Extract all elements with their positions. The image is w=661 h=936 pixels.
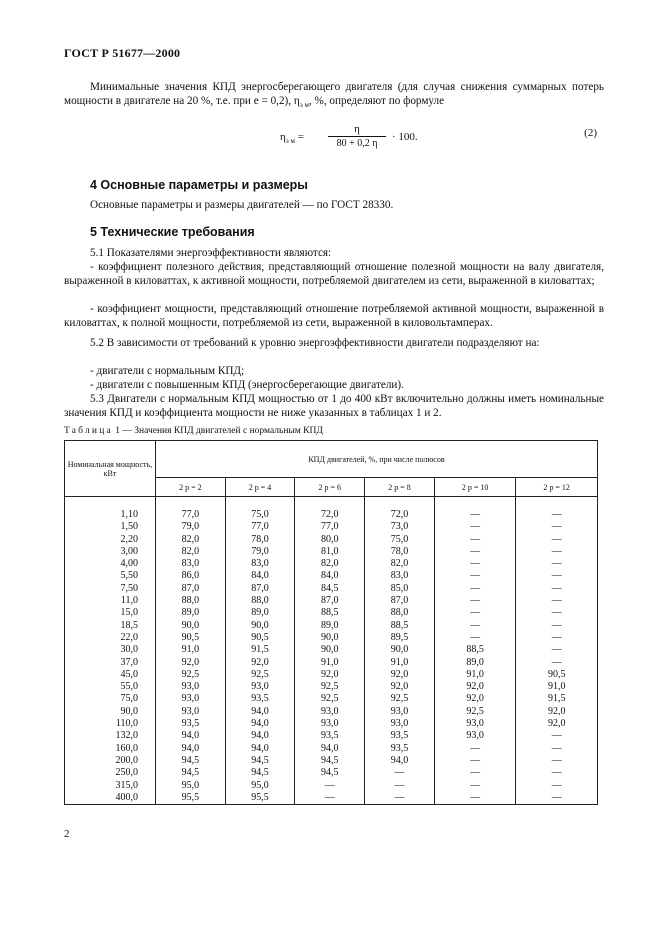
table-caption-text: 1 — Значения КПД двигателей с нормальным КПД xyxy=(112,426,323,436)
cell-efficiency: 82,0 xyxy=(156,546,226,558)
cell-efficiency: 93,0 xyxy=(434,730,516,742)
column-header-power: Номинальная мощность, кВт xyxy=(65,441,156,497)
section-4-title: 4 Основные параметры и размеры xyxy=(90,178,308,192)
cell-efficiency: 88,0 xyxy=(156,595,226,607)
cell-efficiency: 92,5 xyxy=(365,693,435,705)
cell-efficiency: 78,0 xyxy=(365,546,435,558)
cell-efficiency: — xyxy=(516,755,598,767)
table-row xyxy=(65,767,598,779)
table-row xyxy=(65,607,598,619)
table-row xyxy=(65,521,598,533)
cell-efficiency: 89,0 xyxy=(295,620,365,632)
cell-efficiency: 89,0 xyxy=(156,607,226,619)
section-5-1-item-2: - коэффициент мощности, представляющий отношение потребляемой активной мощности, выраженной в киловаттах, к полной мощности, потребляемой из сети, выраженной в киловольтамперах. xyxy=(64,303,604,329)
cell-efficiency: 83,0 xyxy=(225,558,295,570)
cell-efficiency: 94,0 xyxy=(295,743,365,755)
cell-efficiency: 87,0 xyxy=(225,583,295,595)
cell-efficiency: 94,0 xyxy=(225,706,295,718)
cell-power: 7,50 xyxy=(65,583,156,595)
cell-efficiency: 94,5 xyxy=(295,767,365,779)
cell-efficiency: 94,5 xyxy=(156,767,226,779)
cell-efficiency: 93,5 xyxy=(225,693,295,705)
cell-efficiency: 79,0 xyxy=(156,521,226,533)
table-row xyxy=(65,570,598,582)
cell-efficiency: 94,5 xyxy=(295,755,365,767)
section-5-2-item-1: - двигатели с нормальным КПД; xyxy=(90,365,245,377)
cell-power: 55,0 xyxy=(65,681,156,693)
table-row xyxy=(65,755,598,767)
table-row xyxy=(65,620,598,632)
cell-efficiency: — xyxy=(434,607,516,619)
cell-efficiency: 91,0 xyxy=(295,657,365,669)
cell-power: 18,5 xyxy=(65,620,156,632)
cell-efficiency: 93,0 xyxy=(156,706,226,718)
cell-efficiency: 87,0 xyxy=(295,595,365,607)
column-header-poles: 2 p = 4 xyxy=(225,478,295,497)
table-row xyxy=(65,644,598,656)
cell-efficiency: 86,0 xyxy=(156,570,226,582)
cell-efficiency: — xyxy=(516,521,598,533)
cell-power: 1,50 xyxy=(65,521,156,533)
table-row xyxy=(65,743,598,755)
cell-power: 160,0 xyxy=(65,743,156,755)
cell-efficiency: 92,5 xyxy=(434,706,516,718)
cell-efficiency: — xyxy=(434,767,516,779)
cell-efficiency: 90,0 xyxy=(225,620,295,632)
cell-efficiency: 95,0 xyxy=(156,780,226,792)
cell-efficiency: — xyxy=(516,595,598,607)
table-row xyxy=(65,583,598,595)
cell-efficiency: 93,0 xyxy=(434,718,516,730)
cell-efficiency: 81,0 xyxy=(295,546,365,558)
intro-paragraph xyxy=(64,80,604,112)
table-row xyxy=(65,497,598,522)
cell-efficiency: 94,0 xyxy=(156,743,226,755)
cell-efficiency: 93,0 xyxy=(225,681,295,693)
efficiency-table xyxy=(64,440,598,805)
cell-efficiency: — xyxy=(434,583,516,595)
formula-lhs: $\eta_{э м}$ = xyxy=(280,131,304,146)
cell-efficiency: — xyxy=(434,534,516,546)
table-row xyxy=(65,534,598,546)
cell-efficiency: 85,0 xyxy=(365,583,435,595)
intro-subscript: э м xyxy=(299,101,309,110)
cell-power: 110,0 xyxy=(65,718,156,730)
cell-efficiency: — xyxy=(434,632,516,644)
column-header-poles: 2 p = 10 xyxy=(434,478,516,497)
cell-efficiency: 94,5 xyxy=(225,767,295,779)
table-row xyxy=(65,669,598,681)
cell-efficiency: 88,5 xyxy=(434,644,516,656)
cell-efficiency: 90,0 xyxy=(156,620,226,632)
table-row xyxy=(65,730,598,742)
cell-efficiency: 93,0 xyxy=(295,718,365,730)
cell-power: 45,0 xyxy=(65,669,156,681)
cell-efficiency: 77,0 xyxy=(225,521,295,533)
cell-power: 4,00 xyxy=(65,558,156,570)
table-row xyxy=(65,546,598,558)
cell-power: 1,10 xyxy=(65,497,156,522)
cell-efficiency: 92,5 xyxy=(295,693,365,705)
cell-efficiency: 79,0 xyxy=(225,546,295,558)
cell-power: 90,0 xyxy=(65,706,156,718)
cell-efficiency: 84,5 xyxy=(295,583,365,595)
cell-efficiency: 89,0 xyxy=(434,657,516,669)
cell-efficiency: — xyxy=(516,497,598,522)
cell-efficiency: 92,0 xyxy=(516,706,598,718)
cell-power: 22,0 xyxy=(65,632,156,644)
table-row xyxy=(65,693,598,705)
cell-efficiency: — xyxy=(434,755,516,767)
cell-efficiency: — xyxy=(516,780,598,792)
table-row xyxy=(65,681,598,693)
table-row xyxy=(65,706,598,718)
cell-power: 3,00 xyxy=(65,546,156,558)
cell-power: 132,0 xyxy=(65,730,156,742)
intro-line-1: Минимальные значения КПД энергосберегающего двигателя (для случая снижения суммарных xyxy=(90,81,567,93)
cell-efficiency: — xyxy=(434,497,516,522)
cell-efficiency: 87,0 xyxy=(365,595,435,607)
cell-efficiency: — xyxy=(295,792,365,805)
cell-efficiency: 92,0 xyxy=(434,693,516,705)
cell-efficiency: — xyxy=(516,546,598,558)
cell-efficiency: 93,0 xyxy=(365,718,435,730)
cell-efficiency: 73,0 xyxy=(365,521,435,533)
cell-efficiency: 91,5 xyxy=(516,693,598,705)
cell-efficiency: 92,0 xyxy=(156,657,226,669)
cell-efficiency: — xyxy=(295,780,365,792)
cell-efficiency: 77,0 xyxy=(295,521,365,533)
section-5-2-item-2: - двигатели с повышенным КПД (энергосберегающие двигатели). xyxy=(90,379,404,391)
cell-efficiency: — xyxy=(516,534,598,546)
cell-efficiency: 91,0 xyxy=(434,669,516,681)
cell-efficiency: 84,0 xyxy=(225,570,295,582)
cell-efficiency: 82,0 xyxy=(365,558,435,570)
cell-efficiency: 90,0 xyxy=(295,644,365,656)
cell-efficiency: 95,5 xyxy=(156,792,226,805)
document-header: ГОСТ Р 51677—2000 xyxy=(64,46,181,60)
cell-power: 2,20 xyxy=(65,534,156,546)
formula-numerator: η xyxy=(328,123,386,137)
intro-line-2: потерь мощности в двигателе на 20 %, т.е. при e = 0,2), η xyxy=(64,81,605,107)
cell-efficiency: — xyxy=(434,792,516,805)
cell-efficiency: 78,0 xyxy=(225,534,295,546)
table-caption-word: Таблица xyxy=(64,426,113,436)
page-number: 2 xyxy=(64,828,70,840)
cell-power: 250,0 xyxy=(65,767,156,779)
cell-efficiency: 91,0 xyxy=(156,644,226,656)
table-row xyxy=(65,657,598,669)
formula xyxy=(280,123,480,153)
cell-efficiency: 94,0 xyxy=(225,743,295,755)
table-row xyxy=(65,780,598,792)
cell-efficiency: 89,5 xyxy=(365,632,435,644)
cell-efficiency: 93,5 xyxy=(365,743,435,755)
cell-efficiency: 94,0 xyxy=(225,718,295,730)
table-row xyxy=(65,792,598,805)
cell-efficiency: 92,0 xyxy=(365,681,435,693)
section-5-title: 5 Технические требования xyxy=(90,225,255,239)
cell-power: 200,0 xyxy=(65,755,156,767)
cell-efficiency: — xyxy=(434,620,516,632)
cell-power: 75,0 xyxy=(65,693,156,705)
table-caption xyxy=(64,426,323,436)
cell-efficiency: 94,0 xyxy=(365,755,435,767)
cell-efficiency: — xyxy=(516,632,598,644)
cell-efficiency: 94,5 xyxy=(156,755,226,767)
table-row xyxy=(65,558,598,570)
cell-efficiency: 93,0 xyxy=(295,706,365,718)
cell-efficiency: 83,0 xyxy=(156,558,226,570)
cell-efficiency: 89,0 xyxy=(225,607,295,619)
cell-efficiency: 82,0 xyxy=(295,558,365,570)
section-5-2: 5.2 В зависимости от требований к уровню энергоэффективности двигатели подразделяют на: xyxy=(90,337,540,349)
cell-efficiency: 84,0 xyxy=(295,570,365,582)
table-row xyxy=(65,718,598,730)
cell-efficiency: 88,5 xyxy=(295,607,365,619)
column-header-poles: 2 p = 12 xyxy=(516,478,598,497)
cell-efficiency: 72,0 xyxy=(365,497,435,522)
column-header-poles: 2 p = 8 xyxy=(365,478,435,497)
cell-efficiency: 87,0 xyxy=(156,583,226,595)
equation-number: (2) xyxy=(584,127,597,139)
cell-power: 315,0 xyxy=(65,780,156,792)
cell-efficiency: 92,5 xyxy=(295,681,365,693)
table-row xyxy=(65,595,598,607)
section-5-3: 5.3 Двигатели с нормальным КПД мощностью от 1 до 400 кВт включительно должны иметь номинальные значения КПД и коэффициента мощности не ниже указанных в таблицах 1 и 2. xyxy=(64,393,604,419)
cell-efficiency: 92,0 xyxy=(365,669,435,681)
cell-efficiency: 83,0 xyxy=(365,570,435,582)
cell-efficiency: 93,5 xyxy=(295,730,365,742)
cell-efficiency: 92,0 xyxy=(225,657,295,669)
cell-efficiency: — xyxy=(434,595,516,607)
cell-efficiency: 93,0 xyxy=(156,693,226,705)
cell-power: 37,0 xyxy=(65,657,156,669)
cell-efficiency: 91,5 xyxy=(225,644,295,656)
cell-efficiency: — xyxy=(516,620,598,632)
section-4-text: Основные параметры и размеры двигателей — по ГОСТ 28330. xyxy=(90,199,394,211)
formula-denominator: 80 + 0,2 η xyxy=(336,138,378,149)
cell-efficiency: — xyxy=(365,767,435,779)
cell-efficiency: 82,0 xyxy=(156,534,226,546)
cell-efficiency: 95,5 xyxy=(225,792,295,805)
cell-efficiency: 88,0 xyxy=(365,607,435,619)
column-header-poles: 2 p = 6 xyxy=(295,478,365,497)
cell-efficiency: 93,5 xyxy=(156,718,226,730)
cell-efficiency: 91,0 xyxy=(516,681,598,693)
cell-efficiency: — xyxy=(516,558,598,570)
formula-multiplier: · 100. xyxy=(392,131,418,143)
cell-efficiency: — xyxy=(365,780,435,792)
section-5-1-item-1: - коэффициент полезного действия, представляющий отношение полезной мощности на валу двигателя, выраженной в киловаттах, к активной мощности, потребляемой двигателем из сети, выраженной в киловаттах; xyxy=(64,261,604,287)
cell-efficiency: 77,0 xyxy=(156,497,226,522)
cell-efficiency: — xyxy=(516,743,598,755)
cell-efficiency: 95,0 xyxy=(225,780,295,792)
cell-efficiency: 72,0 xyxy=(295,497,365,522)
cell-efficiency: — xyxy=(434,546,516,558)
cell-efficiency: — xyxy=(516,792,598,805)
cell-efficiency: — xyxy=(365,792,435,805)
cell-efficiency: 91,0 xyxy=(365,657,435,669)
cell-efficiency: 90,0 xyxy=(365,644,435,656)
cell-efficiency: 93,0 xyxy=(365,706,435,718)
cell-power: 11,0 xyxy=(65,595,156,607)
cell-efficiency: 88,0 xyxy=(225,595,295,607)
table-row xyxy=(65,632,598,644)
cell-efficiency: — xyxy=(516,767,598,779)
cell-efficiency: 80,0 xyxy=(295,534,365,546)
intro-line-2-tail: , %, определяют по формуле xyxy=(308,95,445,107)
cell-efficiency: 92,0 xyxy=(295,669,365,681)
cell-efficiency: — xyxy=(434,570,516,582)
cell-efficiency: 92,5 xyxy=(156,669,226,681)
cell-efficiency: — xyxy=(434,558,516,570)
cell-efficiency: — xyxy=(516,644,598,656)
cell-efficiency: 94,5 xyxy=(225,755,295,767)
cell-efficiency: 90,5 xyxy=(516,669,598,681)
cell-efficiency: 92,0 xyxy=(434,681,516,693)
section-5-1: 5.1 Показателями энергоэффективности являются: xyxy=(90,247,332,259)
cell-efficiency: 90,5 xyxy=(156,632,226,644)
cell-power: 30,0 xyxy=(65,644,156,656)
formula-fraction xyxy=(328,123,386,149)
cell-efficiency: — xyxy=(516,607,598,619)
cell-efficiency: — xyxy=(434,743,516,755)
cell-power: 15,0 xyxy=(65,607,156,619)
cell-efficiency: 94,0 xyxy=(156,730,226,742)
cell-efficiency: 94,0 xyxy=(225,730,295,742)
cell-efficiency: 75,0 xyxy=(365,534,435,546)
cell-efficiency: 75,0 xyxy=(225,497,295,522)
cell-efficiency: 92,0 xyxy=(516,718,598,730)
column-header-efficiency: КПД двигателей, %, при числе полюсов xyxy=(156,441,598,478)
cell-efficiency: — xyxy=(516,657,598,669)
cell-efficiency: — xyxy=(434,780,516,792)
cell-efficiency: 90,5 xyxy=(225,632,295,644)
cell-efficiency: 88,5 xyxy=(365,620,435,632)
cell-efficiency: 93,0 xyxy=(156,681,226,693)
cell-efficiency: 93,5 xyxy=(365,730,435,742)
cell-efficiency: — xyxy=(516,730,598,742)
cell-efficiency: 90,0 xyxy=(295,632,365,644)
cell-efficiency: 92,5 xyxy=(225,669,295,681)
cell-efficiency: — xyxy=(516,570,598,582)
cell-efficiency: — xyxy=(434,521,516,533)
cell-power: 400,0 xyxy=(65,792,156,805)
cell-efficiency: — xyxy=(516,583,598,595)
column-header-poles: 2 p = 2 xyxy=(156,478,226,497)
cell-power: 5,50 xyxy=(65,570,156,582)
